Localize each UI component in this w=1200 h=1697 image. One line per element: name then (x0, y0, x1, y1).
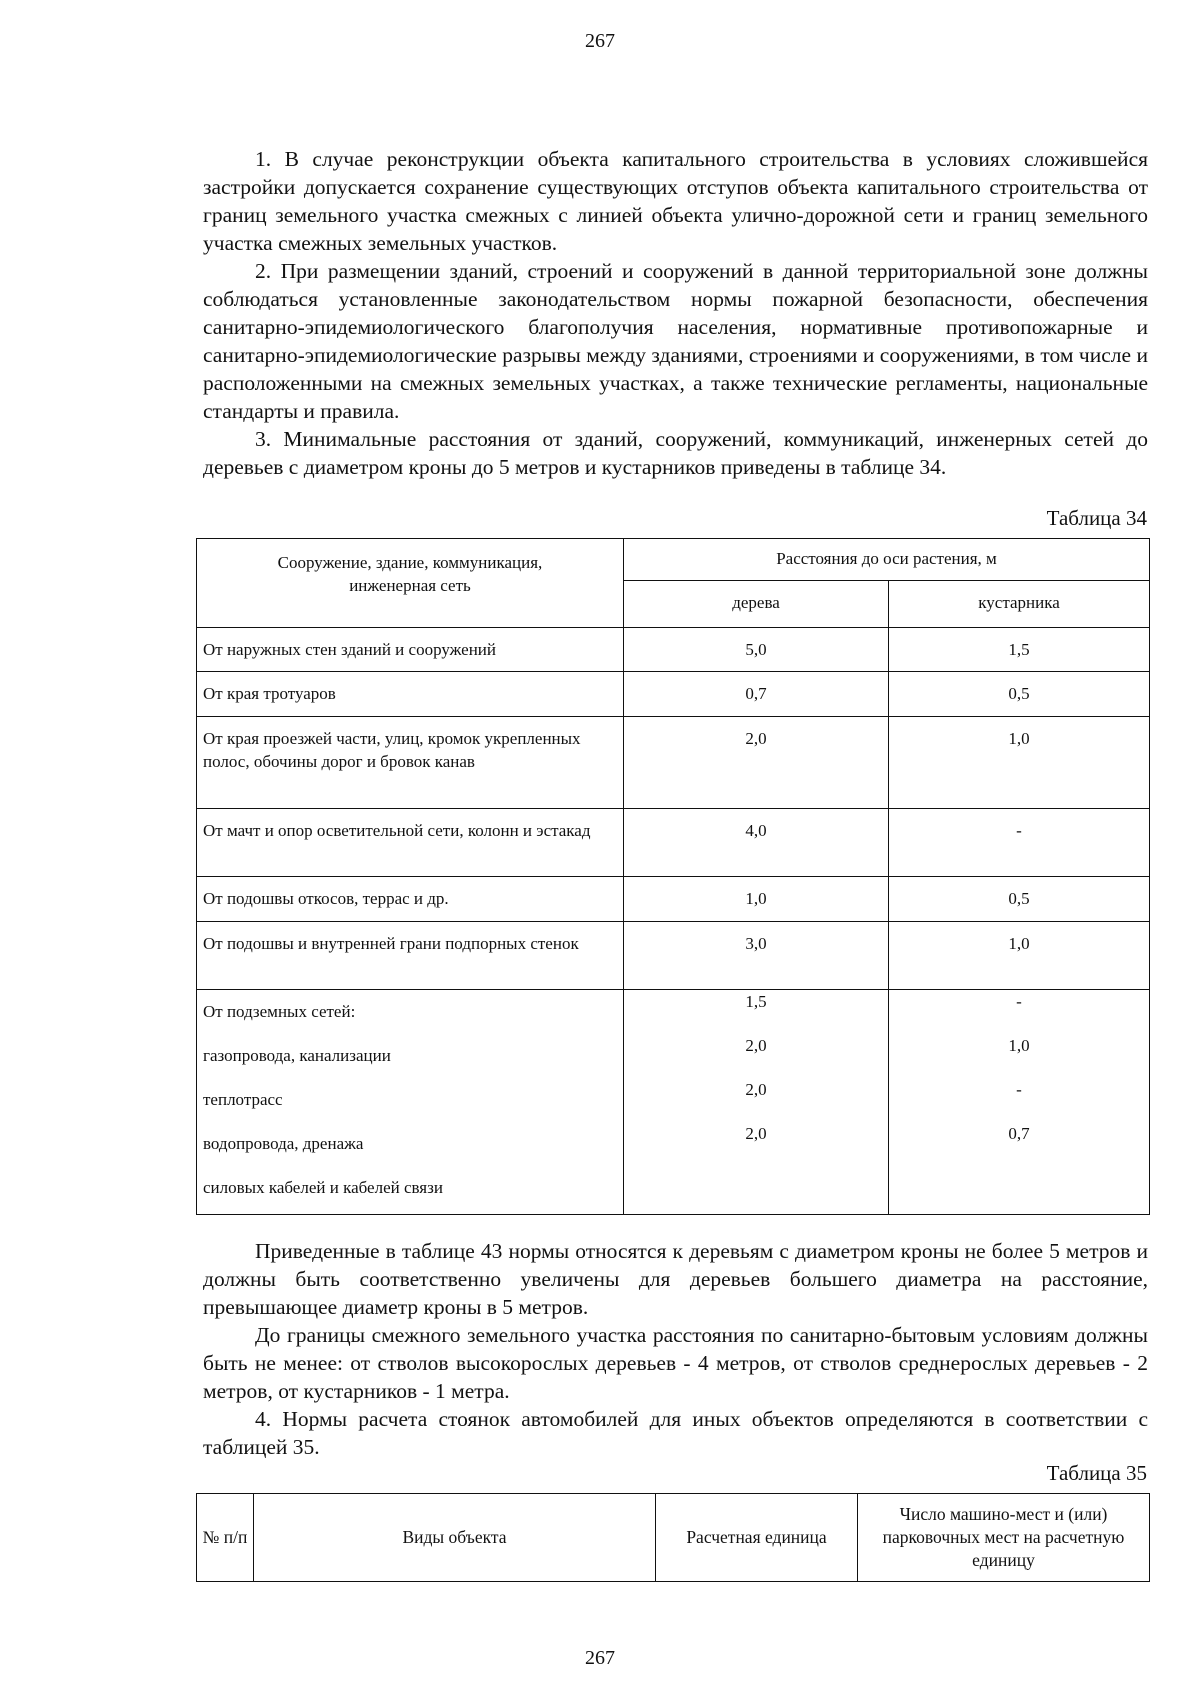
row-shrub-value: 0,5 (889, 877, 1150, 922)
page-number-top: 267 (585, 30, 615, 52)
sub-row-name: силовых кабелей и кабелей связи (203, 1178, 443, 1197)
table-34 (196, 538, 1150, 1215)
row-name: От края проезжей части, улиц, кромок укрепленных полос, обочины дорог и бровок канав (197, 717, 624, 809)
row-name: От мачт и опор осветительной сети, колонн и эстакад (197, 809, 624, 877)
sub-row-tree-value: 2,0 (745, 1124, 767, 1143)
row-shrub-value: 1,0 (889, 922, 1150, 990)
sub-row-shrub-value: - (1016, 1080, 1022, 1099)
table-34-caption: Таблица 34 (1046, 506, 1147, 530)
sub-row-tree-value: 2,0 (745, 1080, 767, 1099)
text-block-top (203, 145, 1148, 481)
row-shrub-value: 1,0 (889, 717, 1150, 809)
page-number-bottom: 267 (585, 1647, 615, 1669)
paragraph-6: 4. Нормы расчета стоянок автомобилей для иных объектов определяются в соответствии с таблицей 35. (203, 1407, 1148, 1459)
row-tree-value: 4,0 (624, 809, 889, 877)
paragraph-3: 3. Минимальные расстояния от зданий, сооружений, коммуникаций, инженерных сетей до деревьев с диаметром кроны до 5 метров и кустарников приведены в таблице 34. (203, 427, 1148, 479)
row-tree-value: 0,7 (624, 672, 889, 717)
table-35-caption: Таблица 35 (1046, 1461, 1147, 1485)
underground-tree-col (624, 990, 889, 1215)
underground-title: От подземных сетей: (203, 1002, 356, 1021)
paragraph-5: До границы смежного земельного участка расстояния по санитарно-бытовым условиям должны быть не менее: от стволов высокорослых деревьев - 4 метров, от стволов среднерослых деревьев - 2 метров, от кустарников - 1 метра. (203, 1323, 1148, 1403)
header-object-type: Виды объекта (254, 1494, 656, 1582)
row-tree-value: 3,0 (624, 922, 889, 990)
sub-row-tree-value: 1,5 (745, 992, 767, 1011)
sub-row-name: теплотрасс (203, 1090, 283, 1109)
sub-row-name: водопровода, дренажа (203, 1134, 364, 1153)
paragraph-4: Приведенные в таблице 43 нормы относятся к деревьям с диаметром кроны не более 5 метров и должны быть соответственно увеличены для деревьев большего диаметра на расстояние, превышающее диаметр кроны в 5 метров. (203, 1239, 1148, 1319)
paragraph-1: 1. В случае реконструкции объекта капитального строительства в условиях сложившейся застройки допускается сохранение существующих отступов объекта капитального строительства от границ земельного участка смежных с линией объекта улично-дорожной сети и границ земельного участка смежных земельных участков. (203, 147, 1148, 255)
row-shrub-value: 1,5 (889, 628, 1150, 672)
text-block-bottom (203, 1237, 1148, 1461)
row-tree-value: 2,0 (624, 717, 889, 809)
row-tree-value: 1,0 (624, 877, 889, 922)
row-tree-value: 5,0 (624, 628, 889, 672)
underground-shrub-col (889, 990, 1150, 1215)
header-parking-spaces: Число машино-мест и (или) парковочных мест на расчетную единицу (858, 1494, 1150, 1582)
row-shrub-value: 0,5 (889, 672, 1150, 717)
sub-row-name: газопровода, канализации (203, 1046, 391, 1065)
sub-row-tree-value: 2,0 (745, 1036, 767, 1055)
header-unit: Расчетная единица (656, 1494, 858, 1582)
row-name: От наружных стен зданий и сооружений (197, 628, 624, 672)
header-number: № п/п (197, 1494, 254, 1582)
paragraph-2: 2. При размещении зданий, строений и сооружений в данной территориальной зоне должны соблюдаться установленные законодательством нормы пожарной безопасности, обеспечения санитарно-эпидемиологического благополучия населения, нормативные противопожарные и санитарно-эпидемиологические разрывы между зданиями, строениями и сооружениями, в том числе и расположенными на смежных земельных участках, а также технические регламенты, национальные стандарты и правила. (203, 259, 1148, 423)
header-distance: Расстояния до оси растения, м (624, 539, 1150, 581)
header-tree: дерева (624, 581, 889, 628)
row-name: От края тротуаров (197, 672, 624, 717)
sub-row-shrub-value: - (1016, 992, 1022, 1011)
row-name: От подошвы и внутренней грани подпорных стенок (197, 922, 624, 990)
sub-row-shrub-value: 1,0 (1008, 1036, 1030, 1055)
row-name: От подошвы откосов, террас и др. (197, 877, 624, 922)
header-structure: Сооружение, здание, коммуникация, инженерная сеть (197, 539, 624, 628)
row-shrub-value: - (889, 809, 1150, 877)
underground-networks-cell (197, 990, 624, 1215)
table-35 (196, 1493, 1150, 1582)
header-shrub: кустарника (889, 581, 1150, 628)
sub-row-shrub-value: 0,7 (1008, 1124, 1030, 1143)
